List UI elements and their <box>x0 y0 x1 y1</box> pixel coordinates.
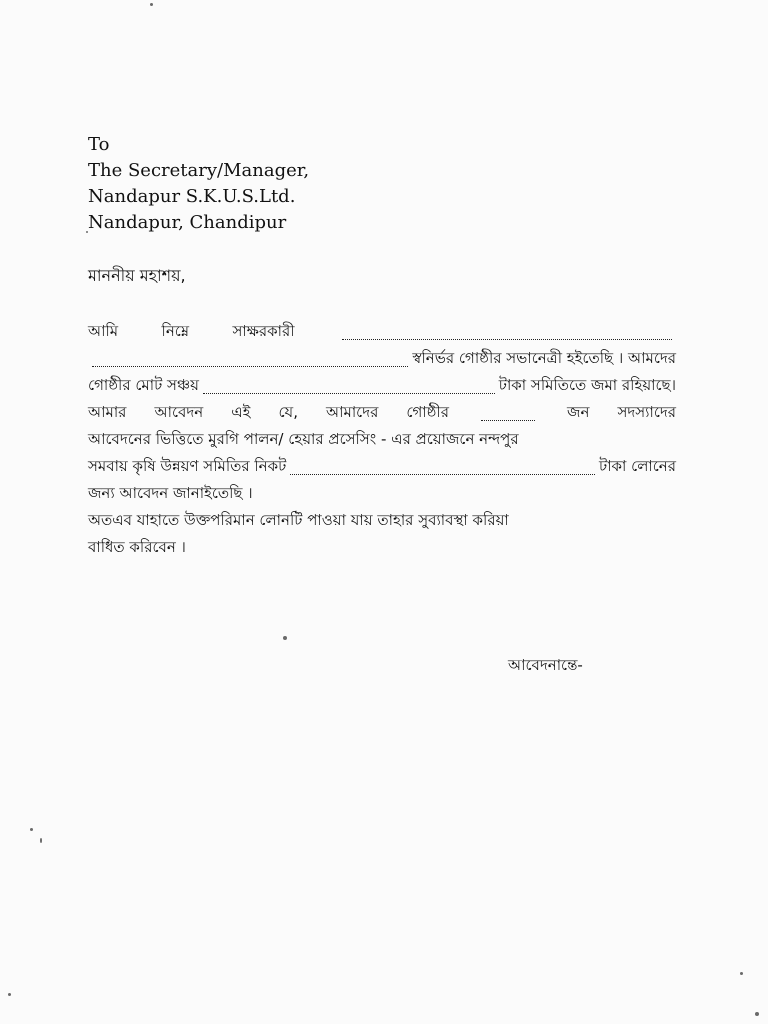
body-text: টাকা লোনের <box>599 457 676 475</box>
body-word: সদস্যাদের <box>617 403 676 421</box>
body-text: সমবায় কৃষি উন্নয়ণ সমিতির নিকট <box>88 457 287 475</box>
scan-speck <box>740 972 743 975</box>
scan-speck <box>283 636 287 640</box>
blank-member-count-field <box>481 420 535 421</box>
body-word: যে, <box>278 403 298 421</box>
body-line-3 <box>88 374 676 401</box>
body-word: জন <box>567 403 590 421</box>
body-text: অতএব যাহাতে উক্তপরিমান লোনটি পাওয়া যায় তাহার সুব্যাবস্থা করিয়া <box>88 511 509 529</box>
body-text: জন্য আবেদন জানাইতেছি । <box>88 484 253 502</box>
body-text: স্বনির্ভর গোষ্ঠীর সভানেত্রী হইতেছি । আমদের <box>412 349 676 367</box>
body-line-4 <box>88 401 676 428</box>
body-word: আমাদের <box>326 403 379 421</box>
body-line-6 <box>88 455 676 482</box>
blank-loan-amount-field <box>290 474 595 475</box>
scan-speck <box>40 838 42 843</box>
scan-speck <box>755 1012 759 1016</box>
letter-body <box>88 320 676 563</box>
body-line-5 <box>88 428 676 455</box>
blank-name-field <box>342 339 672 340</box>
body-line-8 <box>88 509 676 536</box>
body-word: এই <box>231 403 251 421</box>
body-text: গোষ্ঠীর মোট সঞ্চয় <box>88 376 199 394</box>
address-to: To <box>88 134 110 155</box>
body-line-7 <box>88 482 676 509</box>
scan-speck <box>150 3 153 6</box>
body-word: আমার <box>88 403 127 421</box>
address-line-3: Nandapur, Chandipur <box>88 212 287 233</box>
body-line-2 <box>88 347 676 374</box>
body-text: টাকা সমিতিতে জমা রহিয়াছে। <box>498 376 676 394</box>
address-line-1: The Secretary/Manager, <box>88 160 310 181</box>
body-word: আবেদন <box>154 403 204 421</box>
body-word: সাক্ষরকারী <box>232 322 295 340</box>
blank-savings-amount-field <box>203 393 495 394</box>
body-word: গোষ্ঠীর <box>406 403 449 421</box>
body-word: আমি <box>88 322 119 340</box>
scan-speck <box>30 828 33 831</box>
body-word: নিম্নে <box>161 322 190 340</box>
recipient-address <box>88 132 309 236</box>
blank-group-name-field <box>92 366 408 367</box>
closing-text: আবেদনান্তে- <box>508 656 583 674</box>
body-line-9 <box>88 536 676 563</box>
body-text: বাধিত করিবেন । <box>88 538 186 556</box>
address-line-2: Nandapur S.K.U.S.Ltd. <box>88 186 296 207</box>
body-text: আবেদনের ভিত্তিতে মুরগি পালন/ হেয়ার প্রসেসিং - এর প্রয়োজনে নন্দপুর <box>88 430 519 448</box>
body-line-1 <box>88 320 676 347</box>
salutation: মাননীয় মহাশয়, <box>88 266 186 285</box>
scan-speck <box>8 993 11 996</box>
